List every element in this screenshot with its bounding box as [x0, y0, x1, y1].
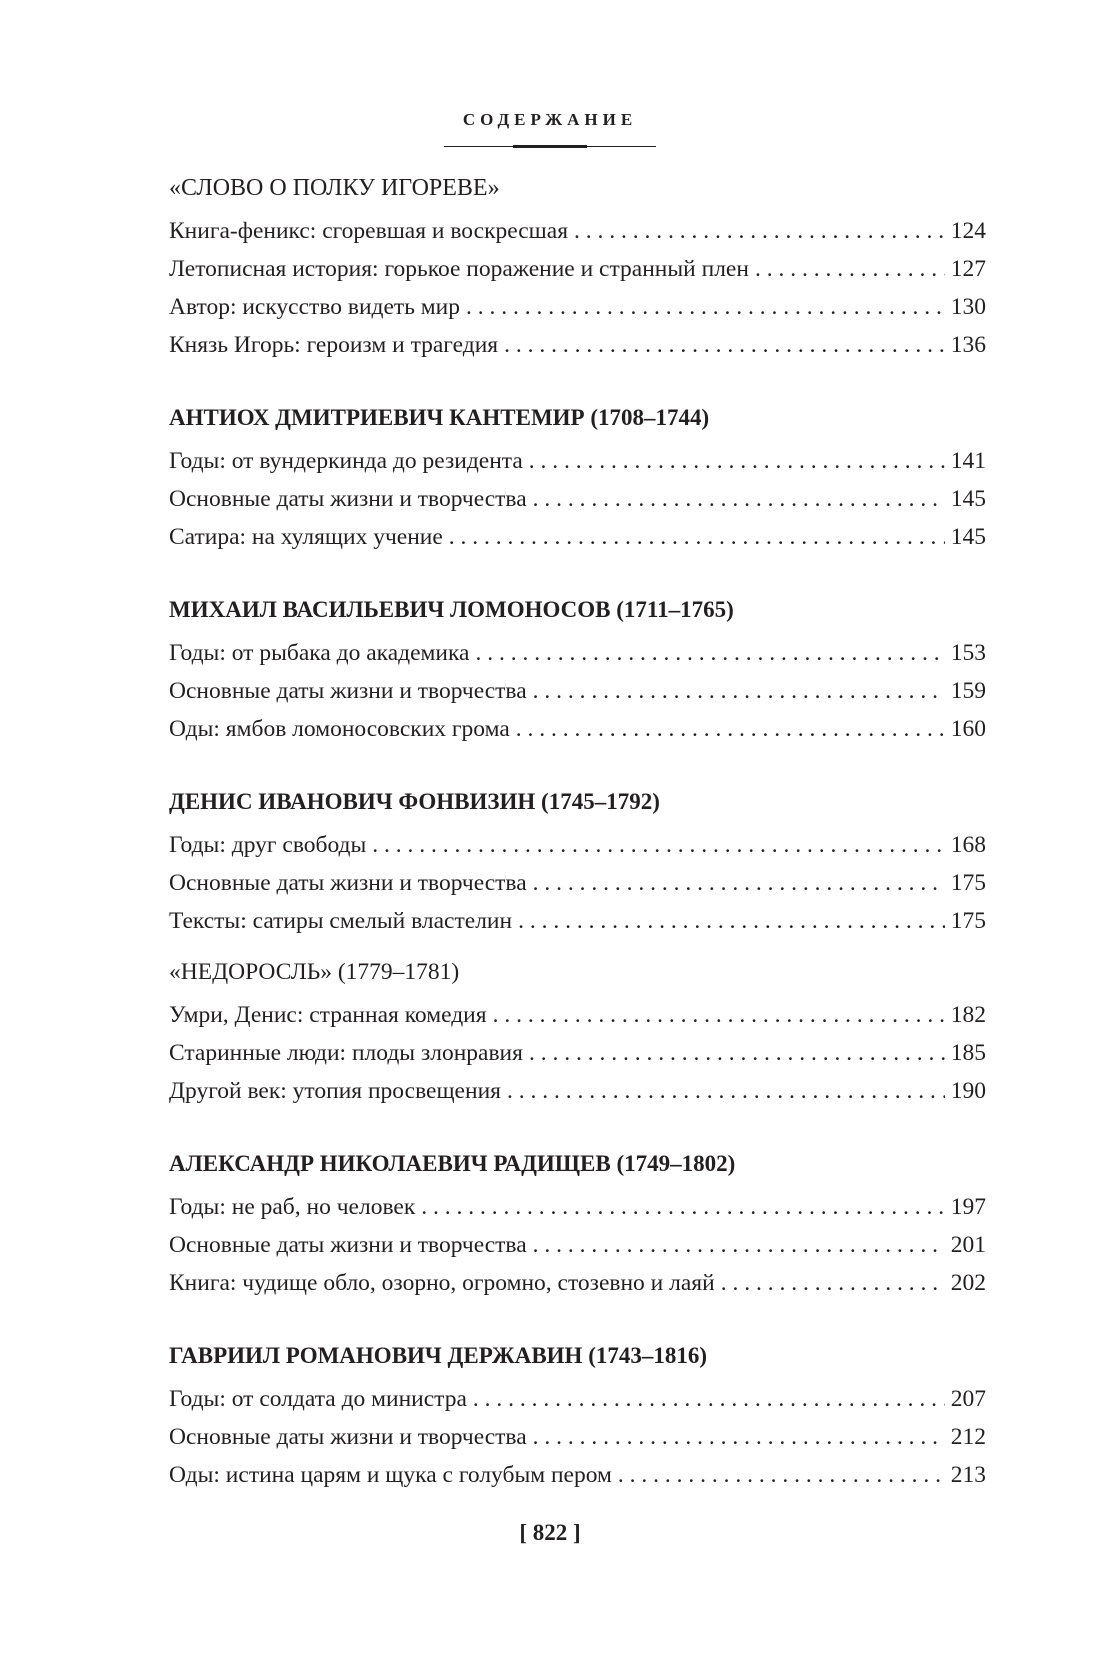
toc-entry-title: Основные даты жизни и творчества	[169, 1424, 527, 1450]
toc-entry-page: 202	[950, 1270, 986, 1296]
toc-entry[interactable]	[169, 1418, 986, 1456]
dot-leader	[533, 672, 945, 710]
toc-entry-title: Старинные люди: плоды злонравия	[169, 1040, 523, 1066]
toc-entry-title: Основные даты жизни и творчества	[169, 486, 527, 512]
toc-entry-title: Годы: не раб, но человек	[169, 1194, 416, 1220]
toc-entry-page: 141	[950, 448, 986, 474]
toc-entry-title: Книга-феникс: сгоревшая и воскресшая	[169, 218, 569, 244]
toc-entry[interactable]	[169, 1188, 986, 1226]
dot-leader	[529, 442, 945, 480]
toc-entry-page: 127	[950, 256, 986, 282]
toc-entry-page: 207	[950, 1386, 986, 1412]
dot-leader	[507, 1072, 945, 1110]
toc-entry[interactable]	[169, 996, 986, 1034]
section-title: АНТИОХ ДМИТРИЕВИЧ КАНТЕМИР (1708–1744)	[169, 405, 710, 430]
toc-entry[interactable]	[169, 710, 986, 748]
toc-section	[169, 592, 986, 748]
toc-entry[interactable]	[169, 634, 986, 672]
dot-leader	[466, 288, 945, 326]
toc-entry-title: Годы: от рыбака до академика	[169, 640, 470, 666]
toc-entry[interactable]	[169, 1380, 986, 1418]
dot-leader	[721, 1264, 945, 1302]
dot-leader	[618, 1456, 945, 1494]
toc-entry-page: 175	[950, 908, 986, 934]
toc-entry-page: 190	[950, 1078, 986, 1104]
toc-entry-page: 168	[950, 832, 986, 858]
toc-section	[169, 400, 986, 556]
toc-entry[interactable]	[169, 1456, 986, 1494]
toc-entry-page: 145	[950, 486, 986, 512]
toc-entry-page: 136	[950, 332, 986, 358]
section-title: МИХАИЛ ВАСИЛЬЕВИЧ ЛОМОНОСОВ (1711–1765)	[169, 597, 734, 622]
toc-entry[interactable]	[169, 826, 986, 864]
toc-entry[interactable]	[169, 326, 986, 364]
dot-leader	[533, 1226, 945, 1264]
toc-entry[interactable]	[169, 902, 986, 940]
section-title: ДЕНИС ИВАНОВИЧ ФОНВИЗИН (1745–1792)	[169, 789, 660, 814]
toc-entry-title: Князь Игорь: героизм и трагедия	[169, 332, 499, 358]
page-number: [ 822 ]	[519, 1520, 581, 1545]
toc-entry[interactable]	[169, 864, 986, 902]
subsection-entries	[169, 996, 986, 1110]
toc-entry[interactable]	[169, 1226, 986, 1264]
dot-leader	[533, 864, 945, 902]
section-entries	[169, 442, 986, 556]
toc-entry[interactable]	[169, 288, 986, 326]
toc-entry[interactable]	[169, 250, 986, 288]
page-title: СОДЕРЖАНИЕ	[462, 110, 638, 129]
section-title: АЛЕКСАНДР НИКОЛАЕВИЧ РАДИЩЕВ (1749–1802)	[169, 1151, 736, 1176]
toc-entry-page: 145	[950, 524, 986, 550]
dot-leader	[533, 480, 945, 518]
subsection-title: «НЕДОРОСЛЬ» (1779–1781)	[169, 959, 460, 985]
dot-leader	[449, 518, 945, 556]
section-title: ГАВРИИЛ РОМАНОВИЧ ДЕРЖАВИН (1743–1816)	[169, 1343, 708, 1368]
section-entries	[169, 634, 986, 748]
toc-entry-page: 160	[950, 716, 986, 742]
dot-leader	[516, 710, 945, 748]
dot-leader	[574, 212, 945, 250]
toc-entry-title: Основные даты жизни и творчества	[169, 870, 527, 896]
toc-entry-page: 213	[950, 1462, 986, 1488]
toc-entry-page: 185	[950, 1040, 986, 1066]
toc-entry-page: 124	[950, 218, 986, 244]
toc-entry-title: Летописная история: горькое поражение и странный плен	[169, 256, 749, 282]
dot-leader	[518, 902, 945, 940]
toc-entry-page: 197	[950, 1194, 986, 1220]
table-of-contents	[169, 170, 986, 1530]
toc-entry-page: 201	[950, 1232, 986, 1258]
dot-leader	[504, 326, 945, 364]
dot-leader	[493, 996, 945, 1034]
toc-entry[interactable]	[169, 442, 986, 480]
dot-leader	[755, 250, 945, 288]
toc-entry-title: Книга: чудище обло, озорно, огромно, стозевно и лаяй	[169, 1270, 715, 1296]
toc-entry-title: Другой век: утопия просвещения	[169, 1078, 501, 1104]
dot-leader	[421, 1188, 945, 1226]
toc-section	[169, 1146, 986, 1302]
toc-entry-title: Умри, Денис: странная комедия	[169, 1002, 487, 1028]
toc-entry-title: Годы: от вундеркинда до резидента	[169, 448, 523, 474]
toc-entry[interactable]	[169, 1034, 986, 1072]
toc-entry-title: Годы: от солдата до министра	[169, 1386, 467, 1412]
dot-leader	[533, 1418, 945, 1456]
section-entries	[169, 212, 986, 364]
section-title: «СЛОВО О ПОЛКУ ИГОРЕВЕ»	[169, 175, 500, 201]
dot-leader	[372, 826, 944, 864]
toc-entry[interactable]	[169, 480, 986, 518]
toc-entry[interactable]	[169, 518, 986, 556]
toc-entry-title: Основные даты жизни и творчества	[169, 1232, 527, 1258]
header-rule	[444, 146, 656, 147]
toc-entry-title: Оды: ямбов ломоносовских грома	[169, 716, 510, 742]
toc-entry-page: 182	[950, 1002, 986, 1028]
toc-entry-title: Автор: искусство видеть мир	[169, 294, 460, 320]
toc-entry-page: 130	[950, 294, 986, 320]
toc-entry-page: 159	[950, 678, 986, 704]
toc-entry[interactable]	[169, 212, 986, 250]
page-header	[0, 110, 1100, 147]
toc-entry[interactable]	[169, 672, 986, 710]
toc-entry-page: 153	[950, 640, 986, 666]
section-entries	[169, 826, 986, 940]
toc-entry-title: Тексты: сатиры смелый властелин	[169, 908, 513, 934]
toc-section	[169, 170, 986, 364]
dot-leader	[529, 1034, 945, 1072]
toc-entry-page: 212	[950, 1424, 986, 1450]
toc-entry-title: Годы: друг свободы	[169, 832, 367, 858]
toc-section	[169, 1338, 986, 1494]
dot-leader	[475, 634, 944, 672]
section-entries	[169, 1380, 986, 1494]
toc-entry-title: Основные даты жизни и творчества	[169, 678, 527, 704]
toc-entry[interactable]	[169, 1264, 986, 1302]
toc-entry-title: Сатира: на хулящих учение	[169, 524, 443, 550]
toc-section	[169, 784, 986, 1110]
toc-entry-title: Оды: истина царям и щука с голубым пером	[169, 1462, 612, 1488]
toc-entry[interactable]	[169, 1072, 986, 1110]
toc-entry-page: 175	[950, 870, 986, 896]
dot-leader	[473, 1380, 945, 1418]
section-entries	[169, 1188, 986, 1302]
